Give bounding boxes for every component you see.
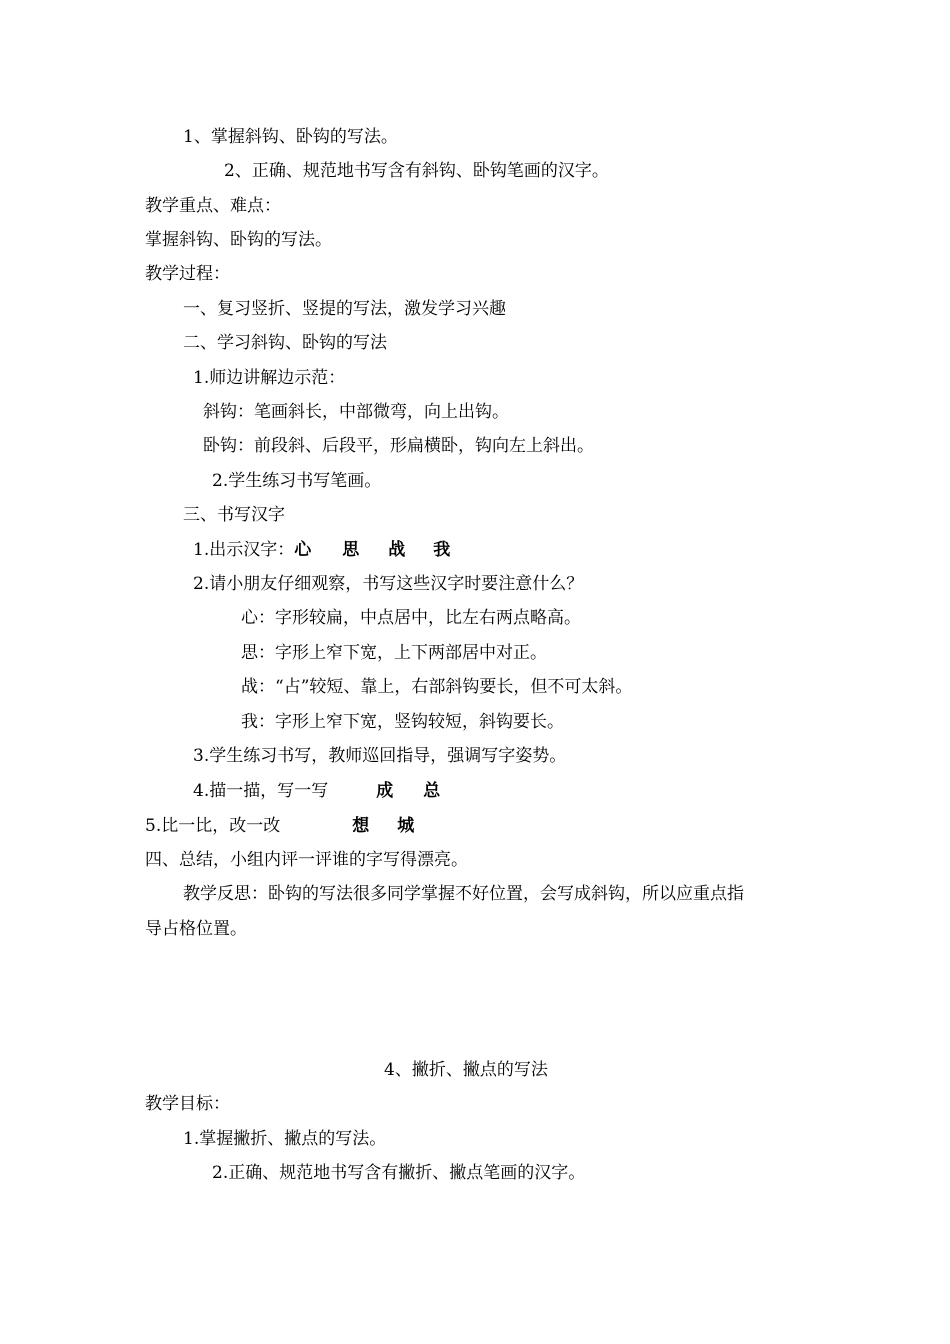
reflection-line-2: 导占格位置。 [145, 919, 247, 939]
goal-2: 2、正确、规范地书写含有斜钩、卧钩笔画的汉字。 [224, 161, 609, 181]
char-wo: 我 [433, 540, 451, 560]
step-3-5 [145, 815, 414, 837]
char-zhan: 战 [388, 540, 406, 560]
step-3-4 [193, 780, 440, 802]
step-3-3: 3.学生练习书写，教师巡回指导，强调写字姿势。 [193, 746, 567, 766]
step-1: 一、复习竖折、竖提的写法，激发学习兴趣 [183, 299, 506, 319]
step-3-5-label: 5.比一比，改一改 [145, 816, 281, 836]
wogou-description: 卧钩：前段斜、后段平，形扁横卧，钩向左上斜出。 [203, 436, 594, 456]
xiegou-description: 斜钩：笔画斜长，中部微弯，向上出钩。 [203, 402, 509, 422]
step-2-2: 2.学生练习书写笔画。 [212, 471, 382, 491]
char-si: 思 [342, 540, 360, 560]
step-3-1-label: 1.出示汉字： [193, 540, 295, 560]
lesson-4-goal-heading: 教学目标： [145, 1094, 230, 1114]
step-3: 三、书写汉字 [183, 505, 285, 525]
step-4: 四、总结，小组内评一评谁的字写得漂亮。 [145, 850, 468, 870]
note-si: 思：字形上窄下宽，上下两部居中对正。 [241, 643, 547, 663]
step-2-1: 1.师边讲解边示范： [193, 368, 346, 388]
step-3-2: 2.请小朋友仔细观察，书写这些汉字时要注意什么？ [193, 574, 584, 594]
trace-char-cheng: 成 [376, 781, 394, 801]
reflection-line-1: 教学反思：卧钩的写法很多同学掌握不好位置，会写成斜钩，所以应重点指 [183, 884, 744, 904]
compare-char-xiang: 想 [352, 816, 370, 836]
goal-1: 1、掌握斜钩、卧钩的写法。 [183, 127, 398, 147]
lesson-4-goal-2: 2.正确、规范地书写含有撇折、撇点笔画的汉字。 [212, 1163, 586, 1183]
step-3-1 [193, 539, 450, 561]
key-points-text: 掌握斜钩、卧钩的写法。 [145, 230, 332, 250]
step-2: 二、学习斜钩、卧钩的写法 [183, 333, 387, 353]
char-xin: 心 [294, 540, 312, 560]
compare-char-cheng: 城 [397, 816, 415, 836]
key-points-heading: 教学重点、难点： [145, 196, 281, 216]
trace-char-zong: 总 [423, 781, 441, 801]
process-heading: 教学过程： [145, 264, 230, 284]
lesson-4-goal-1: 1.掌握撇折、撇点的写法。 [183, 1129, 387, 1149]
lesson-4-title: 4、撇折、撇点的写法 [384, 1060, 548, 1080]
note-xin: 心：字形较扁，中点居中，比左右两点略高。 [241, 608, 581, 628]
note-zhan: 战：“占”较短、靠上，右部斜钩要长，但不可太斜。 [241, 677, 633, 697]
note-wo: 我：字形上窄下宽，竖钩较短，斜钩要长。 [241, 712, 564, 732]
step-3-4-label: 4.描一描，写一写 [193, 781, 329, 801]
